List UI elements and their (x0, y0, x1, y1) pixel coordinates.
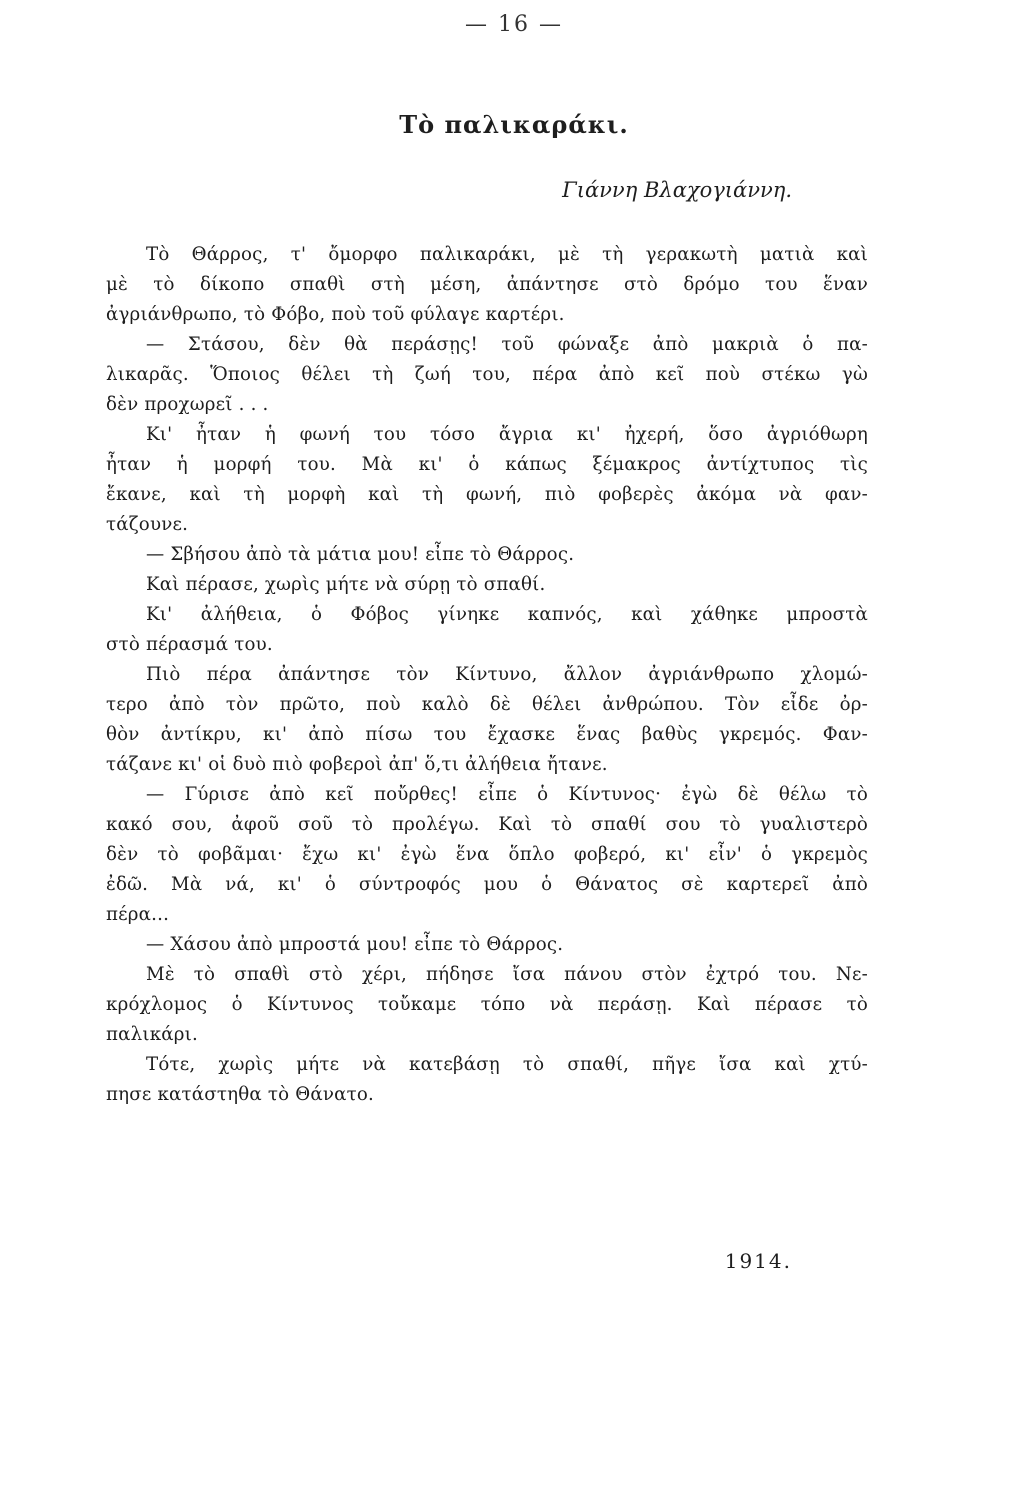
story-text (106, 240, 868, 1110)
author-name: Γιάννη Βλαχογιάννη. (562, 178, 792, 202)
text-line: ἔκανε, καὶ τὴ μορφὴ καὶ τὴ φωνή, πιὸ φοβερὲς ἀκόμα νὰ φαν- (106, 484, 868, 505)
text-line: λικαρᾶς. Ὅποιος θέλει τὴ ζωή του, πέρα ἀπὸ κεῖ ποὺ στέκω γὼ (106, 364, 868, 385)
text-line: — Γύρισε ἀπὸ κεῖ ποὔρθες! εἶπε ὁ Κίντυνος· ἐγὼ δὲ θέλω τὸ (146, 784, 868, 805)
text-line: δὲν προχωρεῖ . . . (106, 394, 269, 415)
text-line: τάζανε κι' οἱ δυὸ πιὸ φοβεροὶ ἀπ' ὅ,τι ἀλήθεια ἤτανε. (106, 754, 608, 775)
text-line: πησε κατάστηθα τὸ Θάνατο. (106, 1084, 374, 1105)
text-line: Κι' ἀλήθεια, ὁ Φόβος γίνηκε καπνός, καὶ χάθηκε μπροστὰ (146, 604, 868, 625)
text-line: ἐδῶ. Μὰ νά, κι' ὁ σύντροφός μου ὁ Θάνατος σὲ καρτερεῖ ἀπὸ (106, 874, 868, 895)
text-line: ἀγριάνθρωπο, τὸ Φόβο, ποὺ τοῦ φύλαγε καρτέρι. (106, 304, 565, 325)
text-line: ἦταν ἡ μορφή του. Μὰ κι' ὁ κάπως ξέμακρος ἀντίχτυπος τὶς (106, 454, 868, 475)
text-line: — Σβήσου ἀπὸ τὰ μάτια μου! εἶπε τὸ Θάρρος. (146, 544, 575, 565)
page-title: Τὸ παλικαράκι. (399, 110, 629, 139)
text-line: Τὸ Θάρρος, τ' ὄμορφο παλικαράκι, μὲ τὴ γερακωτὴ ματιὰ καὶ (146, 244, 868, 265)
text-line: παλικάρι. (106, 1024, 198, 1045)
page-number: — 16 — (465, 12, 563, 37)
text-line: Κι' ἦταν ἡ φωνή του τόσο ἄγρια κι' ἠχερή, ὅσο ἀγριόθωρη (146, 424, 868, 445)
text-line: Τότε, χωρὶς μήτε νὰ κατεβάσῃ τὸ σπαθί, πῆγε ἴσα καὶ χτύ- (146, 1054, 868, 1075)
text-line: Μὲ τὸ σπαθὶ στὸ χέρι, πήδησε ἴσα πάνου στὸν ἐχτρό του. Νε- (146, 964, 868, 985)
text-line: κακό σου, ἀφοῦ σοῦ τὸ προλέγω. Καὶ τὸ σπαθί σου τὸ γυαλιστερὸ (106, 814, 868, 835)
text-line: — Χάσου ἀπὸ μπροστά μου! εἶπε τὸ Θάρρος. (146, 934, 564, 955)
text-line: δὲν τὸ φοβᾶμαι· ἔχω κι' ἐγὼ ἕνα ὅπλο φοβερό, κι' εἶν' ὁ γκρεμὸς (106, 844, 868, 865)
text-line: τάζουνε. (106, 514, 189, 535)
text-line: Πιὸ πέρα ἀπάντησε τὸν Κίντυνο, ἄλλον ἀγριάνθρωπο χλομώ- (146, 664, 868, 685)
text-line: τερο ἀπὸ τὸν πρῶτο, ποὺ καλὸ δὲ θέλει ἀνθρώπου. Τὸν εἶδε ὀρ- (106, 694, 868, 715)
text-line: Καὶ πέρασε, χωρὶς μήτε νὰ σύρῃ τὸ σπαθί. (146, 574, 546, 595)
text-line: στὸ πέρασμά του. (106, 634, 273, 655)
text-line: θὸν ἀντίκρυ, κι' ἀπὸ πίσω του ἔχασκε ἕνας βαθὺς γκρεμός. Φαν- (106, 724, 868, 745)
text-line: μὲ τὸ δίκοπο σπαθὶ στὴ μέση, ἀπάντησε στὸ δρόμο του ἕναν (106, 274, 868, 295)
text-line: — Στάσου, δὲν θὰ περάσῃς! τοῦ φώναξε ἀπὸ μακριὰ ὁ πα- (146, 334, 868, 355)
text-line: πέρα... (106, 904, 170, 925)
year: 1914. (724, 1249, 792, 1273)
text-line: κρόχλομος ὁ Κίντυνος τοὔκαμε τόπο νὰ περάσῃ. Καὶ πέρασε τὸ (106, 994, 868, 1015)
